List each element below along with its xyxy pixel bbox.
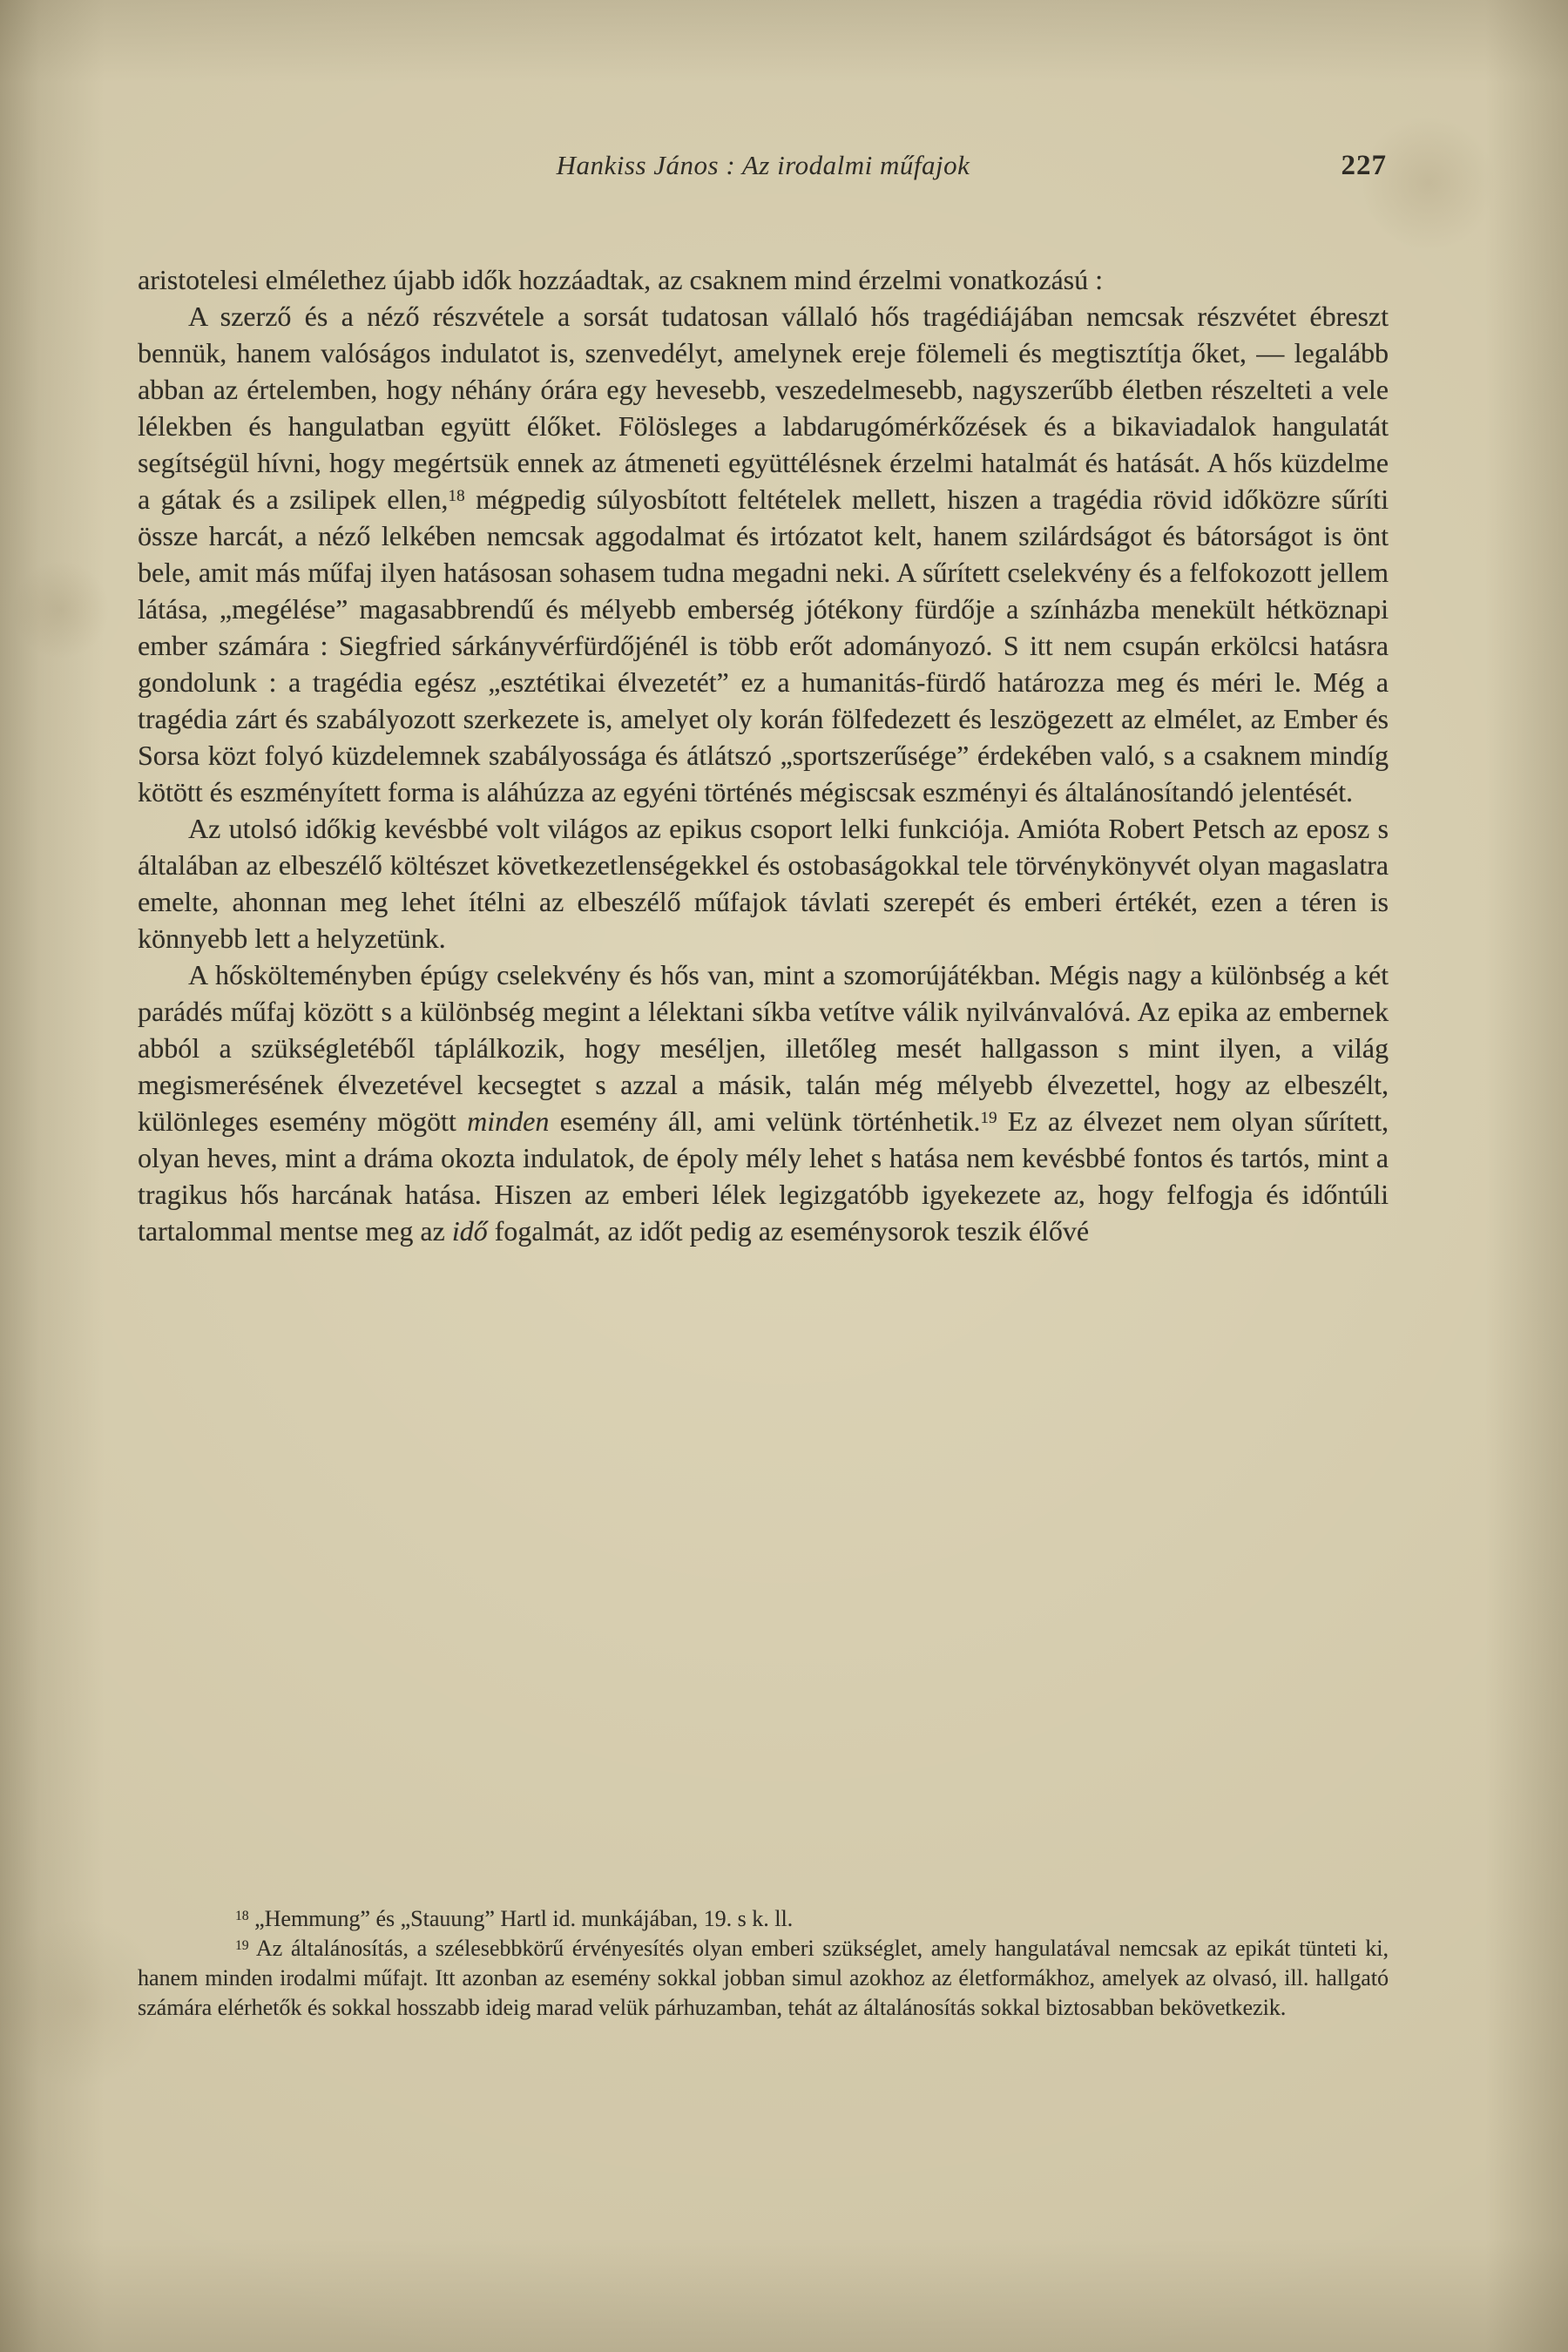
text-run: Az általánosítás, a szélesebbkörű érvényesítés olyan emberi szükséglet, amely hangulatával nemcsak az epikát tünteti ki, hanem minden irodalmi műfajt. Itt azonban az esemény sokkal jobban simul azokhoz az életformákhoz, amelyek az olvasó, ill. hallgató számára elérhetők és sokkal hosszabb ideig marad velük párhuzamban, tehát az általánosítás sokkal biztosabban bekövetkezik.: [138, 1936, 1389, 2020]
text-run: fogalmát, az időt pedig az eseménysorok teszik élővé: [487, 1215, 1090, 1247]
footnote-marker: 18: [235, 1908, 249, 1923]
text-run: Az utolsó időkig kevésbbé volt világos az epikus csoport lelki funkciója. Amióta Robert Petsch az eposz s általában az elbeszélő költészet következetlenségekkel és ostobaságokkal tele törvénykönyvét olyan magaslatra emelte, ahonnan meg lehet ítélni az elbeszélő műfajok távlati szerepét és emberi értékét, ezen a téren is könnyebb lett a helyzetünk.: [138, 813, 1389, 954]
footnote-ref: 18: [448, 487, 465, 506]
text-run: Ez az élvezet nem olyan sűrített, olyan heves, mint a dráma okozta indulatok, de époly mély lehet s hatása nem kevésbbé fontos és tartós, mint a tragikus hős harcának hatása. Hiszen az emberi lélek legizgatóbb igyekezete az, hogy felfogja és időntúli tartalommal mentse meg az: [138, 1105, 1389, 1247]
footnote-ref: 19: [980, 1109, 997, 1128]
footnotes: [138, 1904, 1389, 2023]
text-run: aristotelesi elmélethez újabb idők hozzáadtak, az csaknem mind érzelmi vonatkozású :: [138, 264, 1104, 295]
text-run: A szerző és a néző részvétele a sorsát tudatosan vállaló hős tragédiájában nemcsak részvétet ébreszt bennük, hanem valóságos indulatot is, szenvedélyt, amelynek ereje fölemeli és megtisztítja őket, — legalább abban az értelemben, hogy néhány órára egy hevesebb, veszedelmesebb, nagyszerűbb életben részelteti a vele lélekben és hangulatban együtt élőket. Fölösleges a labdarugómérkőzések és a bikaviadalok hangulatát segítségül hívni, hogy megértsük ennek az átmeneti együttélésnek érzelmi hatalmát és hatását. A hős küzdelme a gátak és a zsilipek ellen,: [138, 301, 1389, 515]
paragraph: [138, 298, 1389, 810]
footnote: [138, 1934, 1389, 2023]
page-header: [138, 146, 1389, 185]
text-run: A hőskölteményben épúgy cselekvény és hős van, mint a szomorújátékban. Mégis nagy a különbség a két parádés műfaj között s a különbség megint a lélektani síkba vetítve válik nyilvánvalóvá. Az epika az embernek abból a szükségletéből táplálkozik, hogy meséljen, illetőleg mesét hallgasson s mint ilyen, a világ megismerésének élvezetével kecsegtet s azzal a másik, talán még mélyebb élvezettel, hogy az elbeszélt, különleges esemény mögött: [138, 959, 1389, 1137]
emphasis: idő: [451, 1215, 488, 1247]
footnote-marker: 19: [235, 1937, 249, 1953]
paragraph: [138, 261, 1389, 298]
text-run: „Hemmung” és „Stauung” Hartl id. munkájában, 19. s k. ll.: [254, 1906, 794, 1931]
running-title: Hankiss János : Az irodalmi műfajok: [556, 150, 970, 180]
text-run: mégpedig súlyosbított feltételek mellett, hiszen a tragédia rövid időközre sűríti össze harcát, a néző lelkében nemcsak aggodalmat és irtózatot kelt, hanem szilárdságot és bátorságot is önt bele, amit más műfaj ilyen hatásosan sohasem tudna megadni neki. A sűrített cselekvény és a felfokozott jellem látása, „megélése” magasabbrendű és mélyebb emberség jótékony fürdője a színházba menekült hétköznapi ember számára : Siegfried sárkányvérfürdőjénél is több erőt adományozó. S itt nem csupán erkölcsi hatásra gondolunk : a tragédia egész „esztétikai élvezetét” ez a humanitás-fürdő határozza meg és méri le. Még a tragédia zárt és szabályozott szerkezete is, amelyet oly korán fölfedezett és leszögezett az elmélet, az Ember és Sorsa közt folyó küzdelemnek szabályossága és átlátszó „sportszerűsége” érdekében való, s a csaknem mindíg kötött és eszményített forma is aláhúzza az egyéni történés mégiscsak eszményi és általánosítandó jelentését.: [138, 483, 1389, 808]
footnote: [138, 1904, 1389, 1934]
text-run: esemény áll, ami velünk történhetik.: [549, 1105, 981, 1137]
page-number: 227: [1341, 150, 1387, 181]
paragraph: [138, 956, 1389, 1249]
body-text: [138, 261, 1389, 1249]
paragraph: [138, 810, 1389, 956]
emphasis: minden: [467, 1105, 550, 1137]
